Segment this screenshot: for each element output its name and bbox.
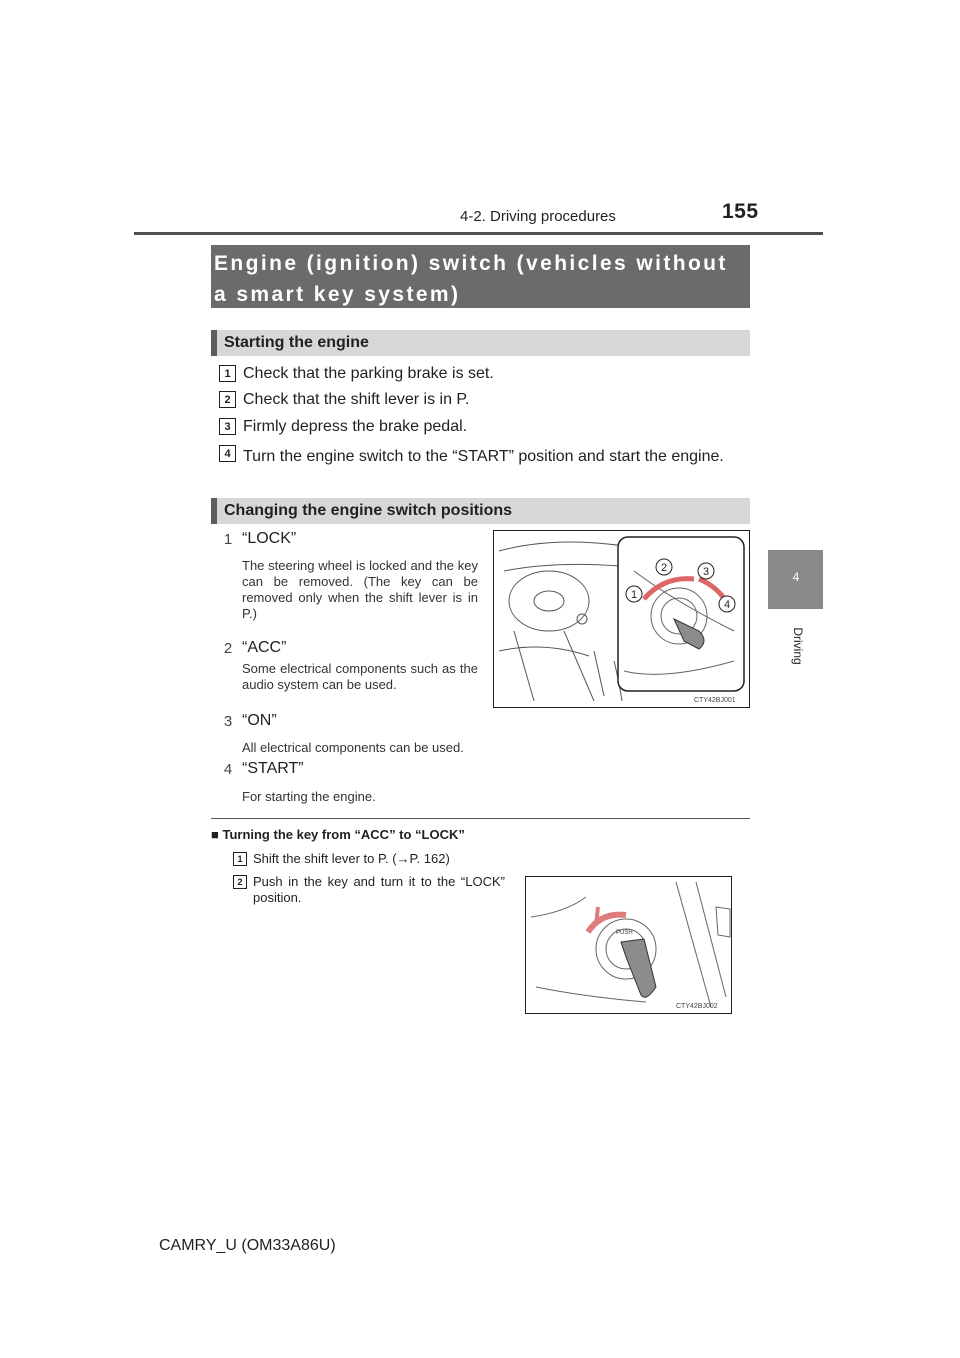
callout-2: 2 <box>660 562 668 574</box>
step-text: Check that the parking brake is set. <box>243 365 494 382</box>
chapter-tab-number: 4 <box>792 570 800 584</box>
subhead-starting <box>211 330 750 356</box>
subhead-changing-text: Changing the engine switch positions <box>224 502 513 519</box>
callout-3: 3 <box>702 566 710 578</box>
section-divider <box>211 818 750 819</box>
step-number-box: 4 <box>219 445 236 462</box>
position-number: 3 <box>223 713 233 730</box>
figure-caption: CTY42BJ001 <box>694 697 736 704</box>
step-text: Turn the engine switch to the “START” position and start the engine. <box>243 448 724 465</box>
footer-model: CAMRY_U (OM33A86U) <box>159 1237 336 1254</box>
step-text: Check that the shift lever is in P. <box>243 391 470 408</box>
subhead-bar <box>211 330 217 356</box>
step-number-box: 1 <box>219 365 236 382</box>
callout-4: 4 <box>723 599 731 611</box>
position-description: Some electrical components such as the audio system can be used. <box>242 661 478 692</box>
page-number: 155 <box>722 200 759 223</box>
position-number: 1 <box>223 531 233 548</box>
position-label: “LOCK” <box>242 530 297 547</box>
header-rule <box>134 232 823 235</box>
position-description: For starting the engine. <box>242 789 376 804</box>
page-title: Engine (ignition) switch (vehicles without a smart key system) <box>214 252 728 306</box>
section-reference: 4-2. Driving procedures <box>460 208 616 225</box>
turning-step-text: Push in the key and turn it to the “LOCK” position. <box>253 874 505 905</box>
turning-step-text: Shift the shift lever to P. (→P. 162) <box>253 851 450 866</box>
turning-heading: ■ Turning the key from “ACC” to “LOCK” <box>211 827 465 842</box>
step-text: Firmly depress the brake pedal. <box>243 418 468 435</box>
chapter-tab-label: Driving <box>791 627 805 665</box>
step-number-box: 2 <box>219 391 236 408</box>
step-number-box: 2 <box>233 875 247 889</box>
step-number-box: 1 <box>233 852 247 866</box>
subhead-changing <box>211 498 750 524</box>
ignition-switch-figure <box>493 530 750 708</box>
key-turn-figure <box>525 876 732 1014</box>
dashboard-illustration <box>494 531 749 707</box>
position-label: “ON” <box>242 712 277 729</box>
position-number: 2 <box>223 640 233 657</box>
subhead-starting-text: Starting the engine <box>224 334 369 351</box>
position-number: 4 <box>223 761 233 778</box>
position-label: “START” <box>242 760 304 777</box>
key-label: PUSH <box>616 930 633 936</box>
position-label: “ACC” <box>242 639 287 656</box>
callout-1: 1 <box>630 589 638 601</box>
position-description: All electrical components can be used. <box>242 740 464 755</box>
figure-caption: CTY42BJ002 <box>676 1003 718 1010</box>
key-turn-illustration <box>526 877 731 1013</box>
subhead-bar <box>211 498 217 524</box>
position-description: The steering wheel is locked and the key can be removed. (The key can be removed only when the shift lever is in P.) <box>242 558 478 621</box>
step-number-box: 3 <box>219 418 236 435</box>
